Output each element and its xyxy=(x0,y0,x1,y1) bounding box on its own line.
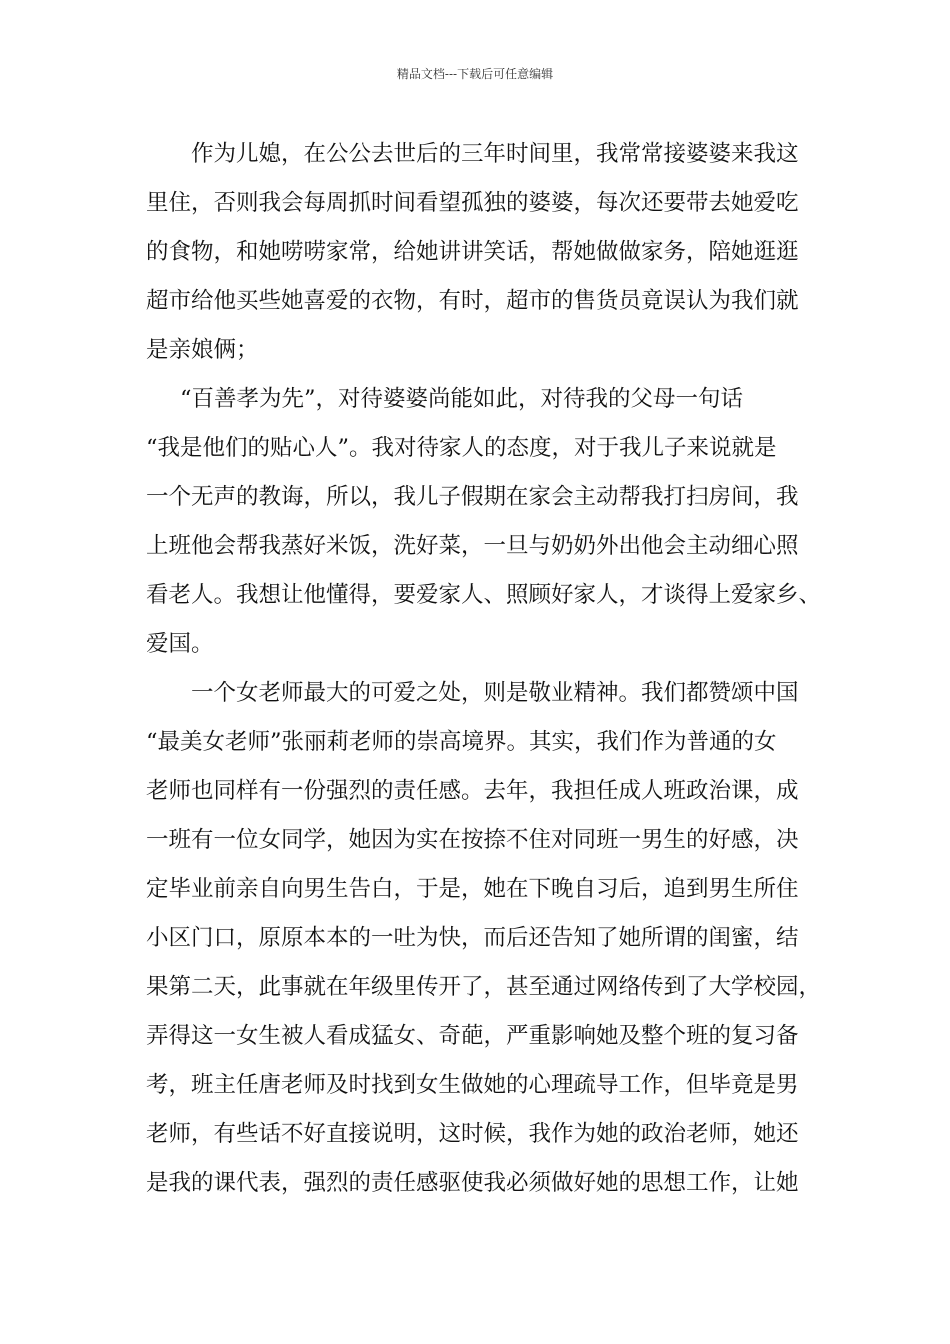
text-line: 看老人。我想让他懂得，要爱家人、照顾好家人，才谈得上爱家乡、 xyxy=(146,582,822,608)
text-line: 爱国。 xyxy=(146,631,214,657)
text-line: “百善孝为先”，对待婆婆尚能如此，对待我的父母一句话 xyxy=(180,386,744,412)
text-line: 作为儿媳，在公公去世后的三年时间里，我常常接婆婆来我这 xyxy=(191,141,799,167)
text-line: 定毕业前亲自向男生告白，于是，她在下晚自习后，追到男生所住 xyxy=(146,876,799,902)
text-line: “我是他们的贴心人”。我对待家人的态度，对于我儿子来说就是 xyxy=(146,435,777,461)
text-line: 超市给他买些她喜爱的衣物，有时，超市的售货员竟误认为我们就 xyxy=(146,288,799,314)
text-line: 果第二天，此事就在年级里传开了，甚至通过网络传到了大学校园， xyxy=(146,974,822,1000)
text-line: 弄得这一女生被人看成猛女、奇葩，严重影响她及整个班的复习备 xyxy=(146,1023,799,1049)
text-line: 一班有一位女同学，她因为实在按捺不住对同班一男生的好感，决 xyxy=(146,827,799,853)
document-body xyxy=(146,130,826,1208)
text-line: 的食物，和她唠唠家常，给她讲讲笑话，帮她做做家务，陪她逛逛 xyxy=(146,239,799,265)
text-line: 上班他会帮我蒸好米饭，洗好菜，一旦与奶奶外出他会主动细心照 xyxy=(146,533,799,559)
text-line: 考，班主任唐老师及时找到女生做她的心理疏导工作，但毕竟是男 xyxy=(146,1072,799,1098)
text-line: “最美女老师”张丽莉老师的崇高境界。其实，我们作为普通的女 xyxy=(146,729,777,755)
text-line: 老师也同样有一份强烈的责任感。去年，我担任成人班政治课，成 xyxy=(146,778,799,804)
page-header: 精品文档---下载后可任意编辑 xyxy=(396,67,554,81)
text-line: 小区门口，原原本本的一吐为快，而后还告知了她所谓的闺蜜，结 xyxy=(146,925,799,951)
text-line: 一个女老师最大的可爱之处，则是敬业精神。我们都赞颂中国 xyxy=(191,680,799,706)
text-line: 是我的课代表，强烈的责任感驱使我必须做好她的思想工作，让她 xyxy=(146,1170,799,1196)
text-line: 是亲娘俩； xyxy=(146,337,259,363)
text-line: 老师，有些话不好直接说明，这时候，我作为她的政治老师，她还 xyxy=(146,1121,799,1147)
text-line: 一个无声的教诲，所以，我儿子假期在家会主动帮我打扫房间，我 xyxy=(146,484,799,510)
text-line: 里住，否则我会每周抓时间看望孤独的婆婆，每次还要带去她爱吃 xyxy=(146,190,799,216)
